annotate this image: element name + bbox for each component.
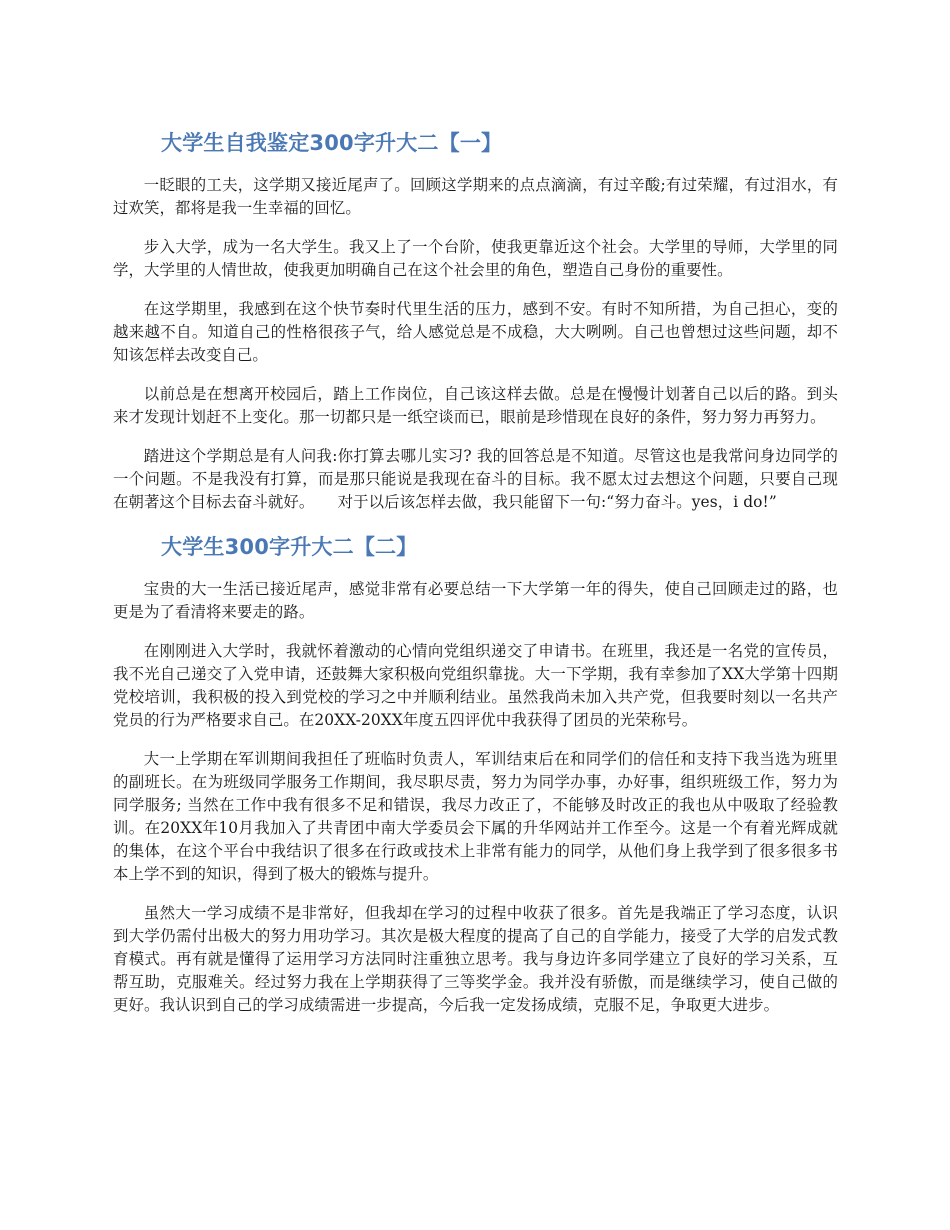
section-2-paragraph-4: 虽然大一学习成绩不是非常好，但我却在学习的过程中收获了很多。首先是我端正了学习态度，认识到大学仍需付出极大的努力用功学习。其次是极大程度的提高了自己的自学能力，接受了大学的启发式教育模式。再有就是懂得了运用学习方法同时注重独立思考。我与身边许多同学建立了良好的学习关系，互帮互助，克服难关。经过努力我在上学期获得了三等奖学金。我并没有骄傲，而是继续学习，使自己做的更好。我认识到自己的学习成绩需进一步提高，今后我一定发扬成绩，克服不足，争取更大进步。 (113, 904, 838, 1014)
section-2-paragraph-3: 大一上学期在军训期间我担任了班临时负责人，军训结束后在和同学们的信任和支持下我当选为班里的副班长。在为班级同学服务工作期间，我尽职尽责，努力为同学办事，办好事，组织班级工作，努力为同学服务; 当然在工作中我有很多不足和错误，我尽力改正了，不能够及时改正的我也从中吸取了经验教训。在20XX年10月我加入了共青团中南大学委员会下属的升华网站并工作至今。这是一个有着光辉成就的集体，在这个平台中我结识了很多在行政或技术上非常有能力的同学，从他们身上我学到了很多很多书本上学不到的知识，得到了极大的锻炼与提升。 (113, 750, 838, 883)
section-1-title: 大学生自我鉴定300字升大二【一】 (161, 131, 503, 155)
section-1-paragraph-3: 在这学期里，我感到在这个快节奏时代里生活的压力，感到不安。有时不知所措，为自己担心，变的越来越不自。知道自己的性格很孩子气，给人感觉总是不成稳，大大咧咧。自己也曾想过这些问题，却不知该怎样去改变自己。 (113, 300, 838, 364)
section-2-title: 大学生300字升大二【二】 (161, 535, 418, 559)
document-page (113, 126, 838, 1033)
section-1-paragraph-5: 踏进这个学期总是有人问我:你打算去哪儿实习? 我的回答总是不知道。尽管这也是我常问身边同学的一个问题。不是我没有打算，而是那只能说是我现在奋斗的目标。我不愿太过去想这个问题，只要自己现在朝著这个目标去奋斗就好。 对于以后该怎样去做，我只能留下一句:“努力奋斗。yes，i do!” (113, 447, 838, 511)
section-1-paragraph-4: 以前总是在想离开校园后，踏上工作岗位，自己该这样去做。总是在慢慢计划著自己以后的路。到头来才发现计划赶不上变化。那一切都只是一纸空谈而已，眼前是珍惜现在良好的条件，努力努力再努力。 (113, 385, 838, 426)
section-2-paragraph-1: 宝贵的大一生活已接近尾声，感觉非常有必要总结一下大学第一年的得失，使自己回顾走过的路，也更是为了看清将来要走的路。 (113, 580, 838, 621)
section-1-paragraph-1: 一眨眼的工夫，这学期又接近尾声了。回顾这学期来的点点滴滴，有过辛酸;有过荣耀，有过泪水，有过欢笑，都将是我一生幸福的回忆。 (113, 176, 838, 217)
section-1-paragraph-2: 步入大学，成为一名大学生。我又上了一个台阶，使我更靠近这个社会。大学里的导师，大学里的同学，大学里的人情世故，使我更加明确自己在这个社会里的角色，塑造自己身份的重要性。 (113, 238, 838, 279)
section-2-paragraph-2: 在刚刚进入大学时，我就怀着激动的心情向党组织递交了申请书。在班里，我还是一名党的宣传员，我不光自己递交了入党申请，还鼓舞大家积极向党组织靠拢。大一下学期，我有幸参加了XX大学第十四期党校培训，我积极的投入到党校的学习之中并顺利结业。虽然我尚未加入共产党，但我要时刻以一名共产党员的行为严格要求自己。在20XX-20XX年度五四评优中我获得了团员的光荣称号。 (113, 642, 838, 729)
